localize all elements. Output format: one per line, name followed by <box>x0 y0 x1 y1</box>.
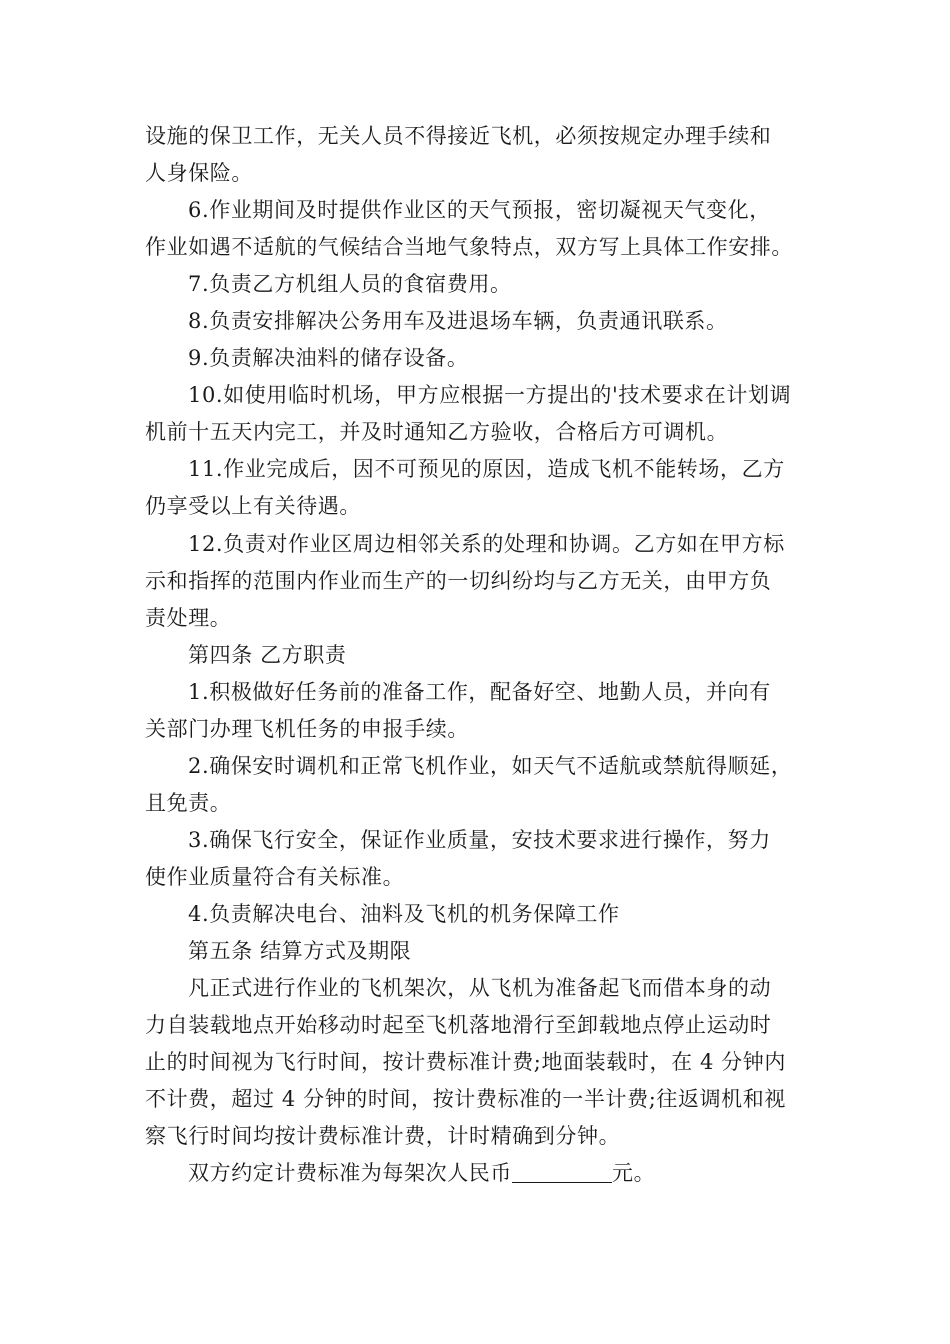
text-line-13: 示和指挥的范围内作业而生产的一切纠纷均与乙方无关，由甲方负 <box>145 568 772 593</box>
text-line-2: 人身保险。 <box>145 161 253 186</box>
text-line-5: 7.负责乙方机组人员的食宿费用。 <box>188 272 512 297</box>
document-page <box>145 118 810 1192</box>
fee-standard-line <box>145 1155 810 1192</box>
text-line-20: 3.确保飞行安全，保证作业质量，安技术要求进行操作，努力 <box>188 827 771 852</box>
text-line-28: 察飞行时间均按计费标准计费，计时精确到分钟。 <box>145 1124 621 1149</box>
text-line-8: 10.如使用临时机场，甲方应根据一方提出的'技术要求在计划调 <box>188 383 792 408</box>
text-line-17: 关部门办理飞机任务的申报手续。 <box>145 716 469 741</box>
fee-standard-text: 双方约定计费标准为每架次人民币 <box>188 1161 512 1186</box>
text-line-25: 力自装载地点开始移动时起至飞机落地滑行至卸载地点停止运动时 <box>145 1013 772 1038</box>
section-heading-article-4: 第四条 乙方职责 <box>188 642 347 667</box>
text-line-18: 2.确保安时调机和正常飞机作业，如天气不适航或禁航得顺延， <box>188 753 793 778</box>
text-line-1: 设施的保卫工作，无关人员不得接近飞机，必须按规定办理手续和 <box>145 124 772 148</box>
text-line-16: 1.积极做好任务前的准备工作，配备好空、地勤人员，并向有 <box>188 679 771 704</box>
text-line-11: 仍享受以上有关待遇。 <box>145 494 361 519</box>
text-line-24: 凡正式进行作业的飞机架次，从飞机为准备起飞而借本身的动 <box>188 976 772 1001</box>
text-line-3: 6.作业期间及时提供作业区的天气预报，密切凝视天气变化， <box>188 198 771 223</box>
text-line-12: 12.负责对作业区周边相邻关系的处理和协调。乙方如在甲方标 <box>188 531 785 556</box>
text-line-26: 止的时间视为飞行时间，按计费标准计费;地面装载时，在 4 分钟内 <box>145 1050 786 1075</box>
fee-standard-unit: 元。 <box>612 1161 656 1186</box>
text-line-19: 且免责。 <box>145 790 232 815</box>
text-line-9: 机前十五天内完工，并及时通知乙方验收，合格后方可调机。 <box>145 420 729 445</box>
text-line-7: 9.负责解决油料的储存设备。 <box>188 346 469 371</box>
text-line-14: 责处理。 <box>145 605 232 630</box>
text-line-10: 11.作业完成后，因不可预见的原因，造成飞机不能转场，乙方 <box>188 457 785 482</box>
fee-amount-blank <box>512 1160 612 1183</box>
section-heading-article-5: 第五条 结算方式及期限 <box>188 939 412 964</box>
text-line-22: 4.负责解决电台、油料及飞机的机务保障工作 <box>188 901 620 926</box>
text-line-21: 使作业质量符合有关标准。 <box>145 864 405 889</box>
text-line-4: 作业如遇不适航的气候结合当地气象特点，双方写上具体工作安排。 <box>145 235 793 260</box>
text-line-27: 不计费，超过 4 分钟的时间，按计费标准的一半计费;往返调机和视 <box>145 1087 786 1112</box>
text-line-6: 8.负责安排解决公务用车及进退场车辆，负责通讯联系。 <box>188 309 728 334</box>
